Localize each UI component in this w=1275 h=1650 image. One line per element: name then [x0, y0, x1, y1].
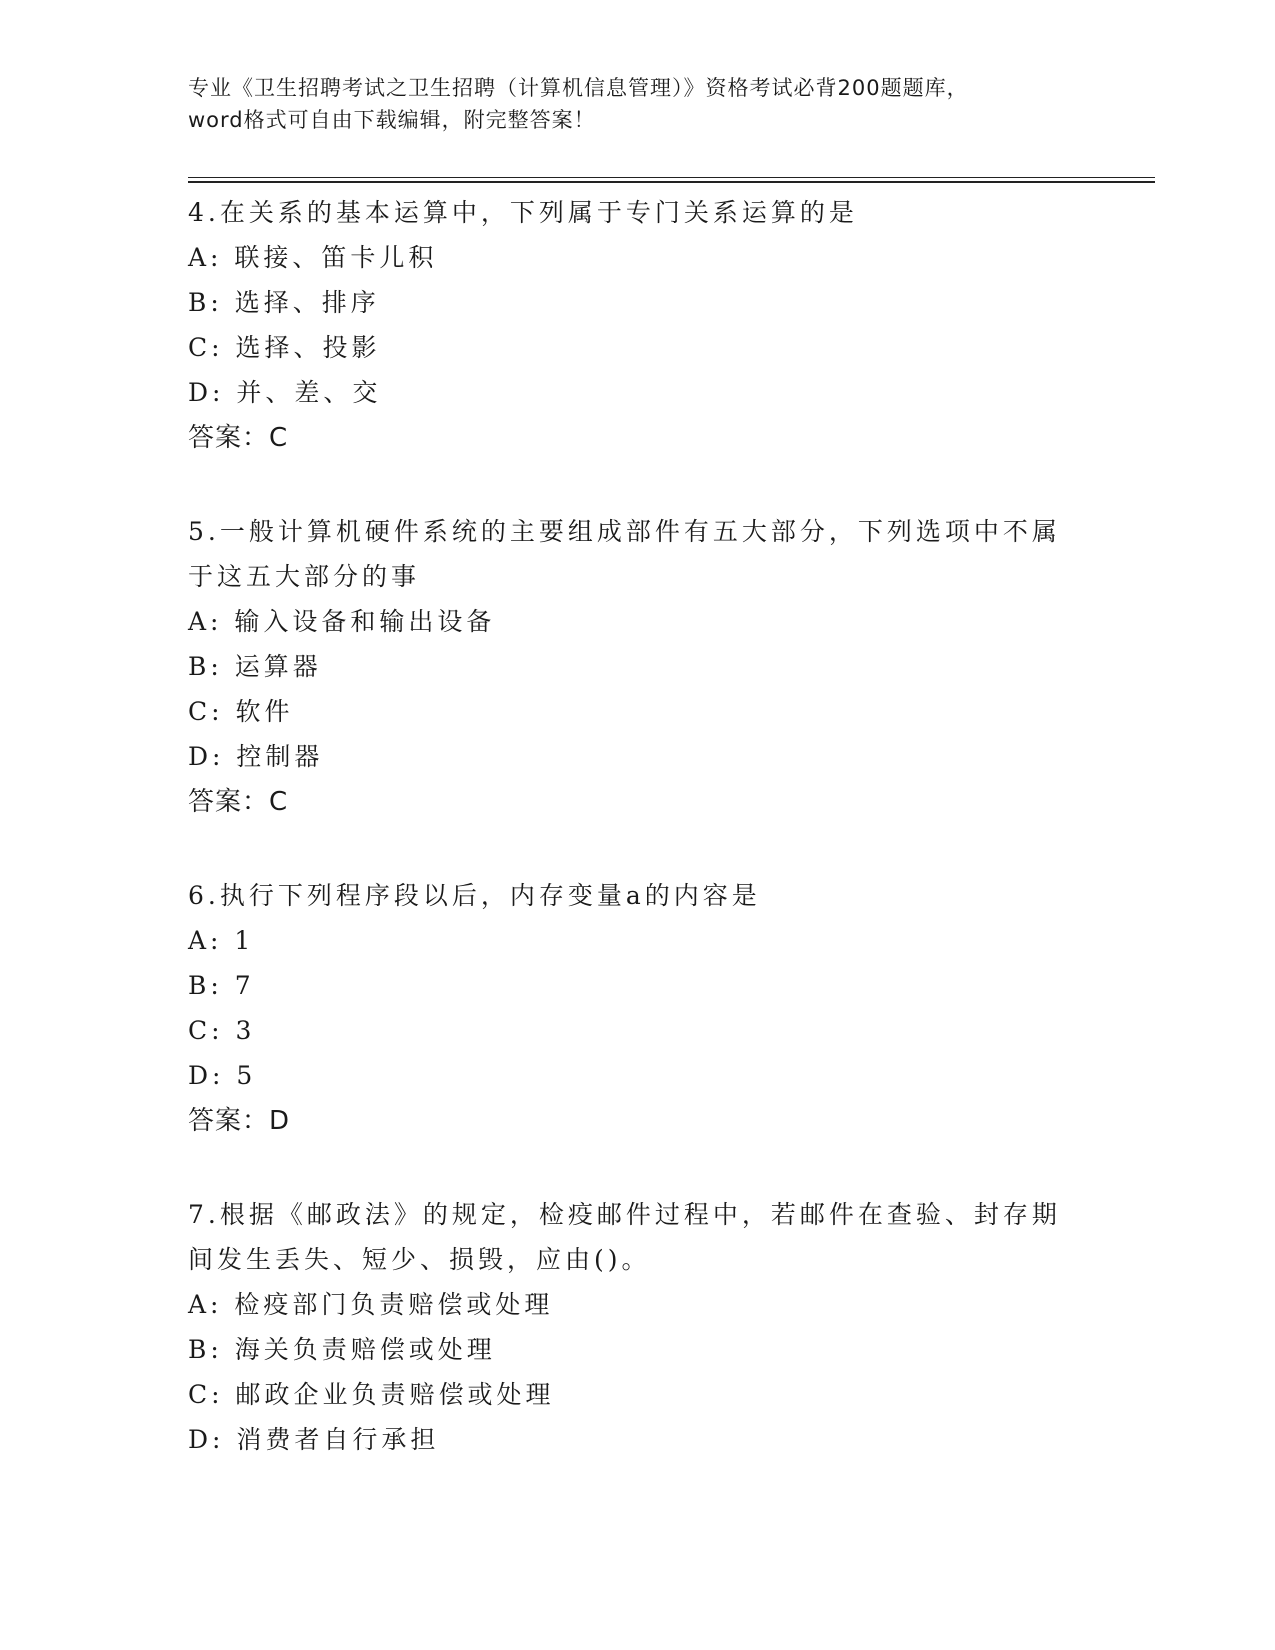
answer: 答案：D	[188, 1106, 291, 1136]
option-b: B: 运算器	[188, 652, 322, 681]
question-6	[188, 873, 1088, 1144]
option-b: B: 7	[188, 971, 255, 1000]
question-stem-continued: 间发生丢失、短少、损毁，应由()。	[188, 1245, 651, 1274]
answer: 答案：C	[188, 423, 289, 453]
option-a: A: 输入设备和输出设备	[188, 607, 496, 636]
option-b: B: 选择、排序	[188, 288, 380, 317]
question-stem: 5.一般计算机硬件系统的主要组成部件有五大部分，下列选项中不属	[188, 517, 1061, 546]
header-line-2: word格式可自由下载编辑，附完整答案！	[188, 108, 596, 132]
question-4	[188, 190, 1088, 461]
option-d: D: 5	[188, 1061, 257, 1090]
question-stem: 6.执行下列程序段以后，内存变量a的内容是	[188, 881, 761, 910]
option-a: A: 1	[188, 926, 255, 955]
option-c: C: 3	[188, 1016, 256, 1045]
question-stem: 4.在关系的基本运算中，下列属于专门关系运算的是	[188, 198, 858, 227]
option-b: B: 海关负责赔偿或处理	[188, 1335, 496, 1364]
question-list	[188, 190, 1088, 1462]
header-divider-top	[188, 177, 1155, 178]
option-a: A: 联接、笛卡儿积	[188, 243, 438, 272]
answer: 答案：C	[188, 787, 289, 817]
option-c: C: 邮政企业负责赔偿或处理	[188, 1380, 555, 1409]
option-d: D: 控制器	[188, 742, 324, 771]
option-c: C: 软件	[188, 697, 294, 726]
option-a: A: 检疫部门负责赔偿或处理	[188, 1290, 554, 1319]
question-5	[188, 509, 1088, 825]
question-7	[188, 1192, 1088, 1462]
header-line-1: 专业《卫生招聘考试之卫生招聘（计算机信息管理）》资格考试必背200题题库，	[188, 76, 969, 100]
header-divider-bottom	[188, 181, 1155, 183]
option-d: D: 并、差、交	[188, 378, 382, 407]
option-c: C: 选择、投影	[188, 333, 381, 362]
option-d: D: 消费者自行承担	[188, 1425, 440, 1454]
document-header	[188, 72, 1088, 136]
question-stem-continued: 于这五大部分的事	[188, 562, 421, 591]
question-stem: 7.根据《邮政法》的规定，检疫邮件过程中，若邮件在查验、封存期	[188, 1200, 1061, 1229]
